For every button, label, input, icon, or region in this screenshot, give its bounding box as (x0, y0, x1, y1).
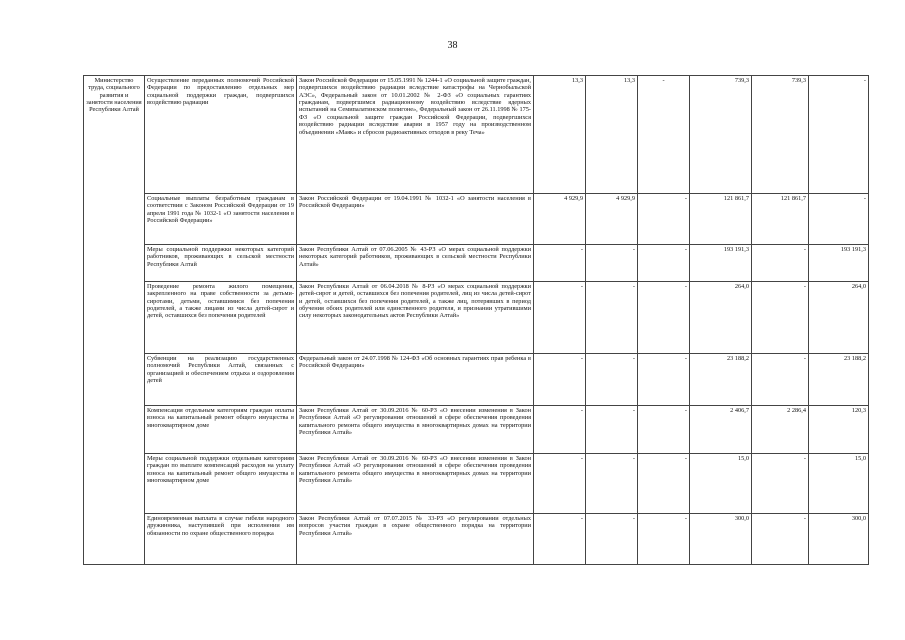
value-cell: - (534, 406, 586, 454)
value-cell: 4 929,9 (586, 194, 638, 245)
value-cell: - (752, 514, 809, 565)
value-cell: - (534, 354, 586, 406)
value-cell: - (752, 245, 809, 282)
value-cell: 300,0 (809, 514, 869, 565)
law-cell: Закон Республики Алтай от 30.09.2016 № 60-РЗ «О внесении изменения в Закон Республики Алтай «О регулировании отношений в сфере обеспечения проведения капитального ремонта общего имущества в многоквартирных домах на территории Республики Алтай» (297, 406, 534, 454)
value-cell: - (586, 406, 638, 454)
table-row (84, 406, 869, 454)
law-cell: Федеральный закон от 24.07.1998 № 124-ФЗ «Об основных гарантиях прав ребенка в Российской Федерации» (297, 354, 534, 406)
value-cell: 4 929,9 (534, 194, 586, 245)
value-cell: - (638, 354, 690, 406)
table-row (84, 354, 869, 406)
measure-cell: Осуществление переданных полномочий Российской Федерации по предоставлению отдельных мер социальной поддержки граждан, подвергшихся воздействию радиации (145, 76, 297, 194)
value-cell: - (638, 282, 690, 354)
value-cell: 23 188,2 (690, 354, 752, 406)
value-cell: 120,3 (809, 406, 869, 454)
measure-cell: Социальные выплаты безработным гражданам в соответствии с Законом Российской Федерации от 19 апреля 1991 года № 1032-1 «О занятости населения в Российской Федерации» (145, 194, 297, 245)
value-cell: 739,3 (690, 76, 752, 194)
value-cell: 739,3 (752, 76, 809, 194)
page-number: 38 (447, 40, 458, 51)
measure-cell: Меры социальной поддержки отдельным категориям граждан по выплате компенсаций расходов на уплату взноса на капитальный ремонт общего имущества в многоквартирном доме (145, 454, 297, 514)
value-cell: 13,3 (534, 76, 586, 194)
measure-cell: Компенсация отдельным категориям граждан оплаты взноса на капитальный ремонт общего имущества в многоквартирном доме (145, 406, 297, 454)
measure-cell: Субвенции на реализацию государственных полномочий Республики Алтай, связанных с организацией и обеспечением отдыха и оздоровления детей (145, 354, 297, 406)
value-cell: - (638, 194, 690, 245)
value-cell: - (586, 282, 638, 354)
value-cell: - (752, 282, 809, 354)
law-cell: Закон Республики Алтай от 07.07.2015 № 33-РЗ «О регулировании отдельных вопросов участия граждан в охране общественного порядка на территории Республики Алтай» (297, 514, 534, 565)
table-row (84, 454, 869, 514)
value-cell: - (534, 282, 586, 354)
value-cell: 15,0 (690, 454, 752, 514)
value-cell: - (638, 454, 690, 514)
table-row (84, 245, 869, 282)
value-cell: - (752, 454, 809, 514)
law-cell: Закон Республики Алтай от 07.06.2005 № 43-РЗ «О мерах социальной поддержки некоторых категорий работников, проживающих в сельской местности Республики Алтай» (297, 245, 534, 282)
value-cell: - (586, 514, 638, 565)
value-cell: - (638, 245, 690, 282)
value-cell: - (534, 245, 586, 282)
value-cell: 121 861,7 (752, 194, 809, 245)
value-cell: 15,0 (809, 454, 869, 514)
value-cell: - (534, 514, 586, 565)
law-cell: Закон Российской Федерации от 15.05.1991 № 1244-1 «О социальной защите граждан, подвергшихся воздействию радиации вследствие катастрофы на Чернобыльской АЭС», Федеральный закон от 10.01.2002 № 2-ФЗ «О социальных гарантиях гражданам, подвергшимся радиационному воздействию вследствие ядерных испытаний на Семипалатинском полигоне», Федеральный закон от 26.11.1998 № 175-ФЗ «О социальной защите граждан Российской Федерации, подвергшихся воздействию радиации вследствие аварии в 1957 году на производственном объединении «Маяк» и сбросов радиоактивных отходов в реку Теча» (297, 76, 534, 194)
value-cell: - (586, 454, 638, 514)
organization-cell: Министерство труда, социального развития и занятости населения Республики Алтай (84, 76, 145, 565)
value-cell: 13,3 (586, 76, 638, 194)
value-cell: - (809, 194, 869, 245)
table-row (84, 194, 869, 245)
value-cell: - (638, 76, 690, 194)
value-cell: 264,0 (809, 282, 869, 354)
table-row (84, 514, 869, 565)
law-cell: Закон Российской Федерации от 19.04.1991 № 1032-1 «О занятости населения в Российской Федерации» (297, 194, 534, 245)
value-cell: 300,0 (690, 514, 752, 565)
value-cell: 23 188,2 (809, 354, 869, 406)
value-cell: 193 191,3 (690, 245, 752, 282)
value-cell: - (809, 76, 869, 194)
law-cell: Закон Республики Алтай от 06.04.2018 № 8-РЗ «О мерах социальной поддержки детей-сирот и детей, оставшихся без попечения родителей, лиц из числа детей-сирот и детей, оставшихся без попечения родителей, а также лиц, потерявших в период обучения обоих родителей или единственного родителя, и признании утратившими силу некоторых законодательных актов Республики Алтай» (297, 282, 534, 354)
table-row (84, 76, 869, 194)
law-cell: Закон Республики Алтай от 30.09.2016 № 60-РЗ «О внесении изменения в Закон Республики Алтай «О регулировании отношений в сфере обеспечения проведения капитального ремонта общего имущества в многоквартирных домах на территории Республики Алтай» (297, 454, 534, 514)
value-cell: 264,0 (690, 282, 752, 354)
measure-cell: Единовременная выплата в случае гибели народного дружинника, наступившей при исполнении им обязанности по охране общественного порядка (145, 514, 297, 565)
value-cell: 193 191,3 (809, 245, 869, 282)
value-cell: 121 861,7 (690, 194, 752, 245)
budget-table (83, 75, 869, 565)
value-cell: - (638, 514, 690, 565)
value-cell: - (586, 245, 638, 282)
value-cell: - (752, 354, 809, 406)
measure-cell: Меры социальной поддержки некоторых категорий работников, проживающих в сельской местности Республики Алтай (145, 245, 297, 282)
value-cell: 2 286,4 (752, 406, 809, 454)
value-cell: - (638, 406, 690, 454)
measure-cell: Проведение ремонта жилого помещения, закрепленного на праве собственности за детьми-сиротами, детьми, оставшимися без попечения родителей, а также лицами из числа детей-сирот и детей, оставшихся без попечения родителей (145, 282, 297, 354)
value-cell: - (534, 454, 586, 514)
value-cell: - (586, 354, 638, 406)
value-cell: 2 406,7 (690, 406, 752, 454)
table-row (84, 282, 869, 354)
